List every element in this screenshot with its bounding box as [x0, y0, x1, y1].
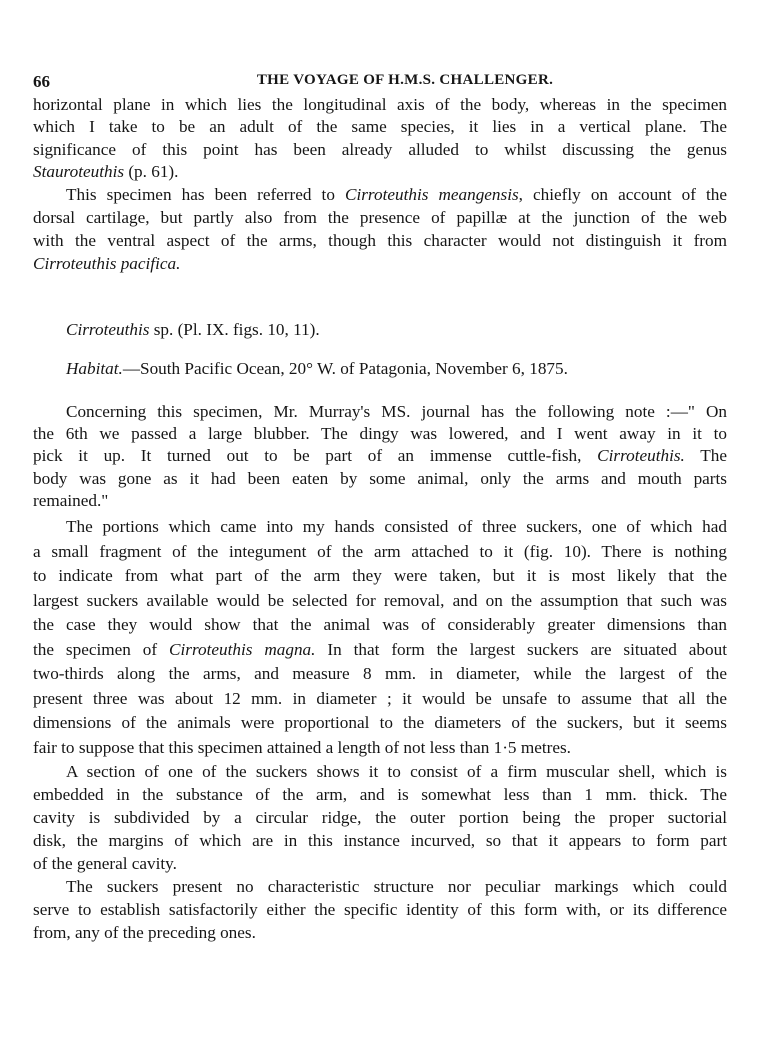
- text-line: [33, 783, 727, 806]
- text-run: pick it up. It turned out to be part of an immense cuttle-fish,: [33, 446, 598, 466]
- paragraph-section: [33, 760, 727, 875]
- text-line: [33, 139, 727, 161]
- text-run: Concerning this specimen, Mr. Murray's MS. journal has the following note :—" On: [66, 402, 727, 421]
- text-run: the specimen of: [33, 639, 170, 659]
- paragraph-meangensis: [33, 183, 727, 275]
- text-line: [33, 318, 727, 341]
- running-title: THE VOYAGE OF H.M.S. CHALLENGER.: [256, 72, 554, 88]
- text-line: [33, 852, 727, 875]
- species-heading: [33, 318, 727, 341]
- italic-text: Cirroteuthis pacifica.: [33, 254, 181, 273]
- italic-text: Habitat.: [66, 359, 123, 378]
- text-line: [33, 760, 727, 783]
- text-line: [33, 687, 727, 712]
- text-run: present three was about 12 mm. in diameter ; it would be unsafe to assume that all the: [33, 688, 727, 708]
- text-line: [33, 829, 727, 852]
- text-line: [33, 94, 727, 116]
- text-line: [33, 515, 727, 540]
- paragraph-portions: [33, 515, 727, 760]
- text-run: (p. 61).: [124, 161, 179, 181]
- text-line: [33, 183, 727, 206]
- text-line: [33, 206, 727, 229]
- text-line: [33, 468, 727, 490]
- text-run: cavity is subdivided by a circular ridge, the outer portion being the proper suctorial: [33, 808, 727, 827]
- text-run: The portions which came into my hands consisted of three suckers, one of which had: [66, 517, 727, 536]
- text-run: horizontal plane in which lies the longitudinal axis of the body, whereas in the specimen: [33, 95, 727, 114]
- text-run: which I take to be an adult of the same species, it lies in a vertical plane. The: [33, 117, 727, 137]
- paragraph-murray-note: [33, 401, 727, 512]
- text-run: to indicate from what part of the arm they were taken, but it is most likely that the: [33, 566, 727, 585]
- text-run: embedded in the substance of the arm, and is somewhat less than 1 mm. thick. The: [33, 785, 727, 804]
- habitat: [33, 357, 727, 380]
- text-run: significance of this point has been already alluded to whilst discussing the genus: [33, 139, 727, 159]
- text-line: [33, 445, 727, 467]
- italic-text: Cirroteuthis.: [597, 446, 685, 466]
- page-number: 66: [33, 72, 50, 91]
- text-run: fair to suppose that this specimen attained a length of not less than 1·5 metres.: [33, 737, 571, 757]
- text-line: [33, 357, 727, 380]
- text-line: [33, 662, 727, 687]
- text-run: dorsal cartilage, but partly also from the presence of papillæ at the junction of the web: [33, 208, 727, 227]
- text-line: [33, 876, 727, 899]
- text-line: [33, 922, 727, 945]
- italic-text: Cirroteuthis magna.: [169, 639, 316, 659]
- text-line: [33, 711, 727, 736]
- text-run: This specimen has been referred to: [66, 185, 345, 204]
- text-run: , chiefly on account of the: [518, 185, 727, 204]
- text-run: the 6th we passed a large blubber. The dingy was lowered, and I went away in it to: [33, 424, 727, 444]
- text-run: body was gone as it had been eaten by some animal, only the arms and mouth parts: [33, 468, 727, 488]
- text-line: [33, 564, 727, 589]
- text-line: [33, 899, 727, 922]
- text-line: [33, 589, 727, 614]
- paragraph-suckers: [33, 876, 727, 944]
- text-line: [33, 116, 727, 138]
- text-run: of the general cavity.: [33, 854, 177, 873]
- text-line: [33, 161, 727, 183]
- text-run: remained.": [33, 490, 109, 510]
- text-run: the case they would show that the animal was of considerably greater dimensions than: [33, 615, 727, 634]
- text-run: —South Pacific Ocean, 20° W. of Patagonia, November 6, 1875.: [122, 359, 568, 378]
- text-line: [33, 401, 727, 423]
- text-run: dimensions of the animals were proportional to the diameters of the suckers, but it seems: [33, 713, 727, 732]
- text-line: [33, 423, 727, 445]
- italic-text: Cirroteuthis: [66, 320, 150, 339]
- text-run: In that form the largest suckers are situated about: [315, 639, 727, 659]
- text-line: [33, 806, 727, 829]
- text-line: [33, 229, 727, 252]
- italic-text: Stauroteuthis: [33, 161, 125, 181]
- text-run: serve to establish satisfactorily either the specific identity of this form with, or its difference: [33, 899, 727, 919]
- text-run: The: [684, 446, 727, 466]
- text-run: with the ventral aspect of the arms, though this character would not distinguish it from: [33, 231, 727, 250]
- text-line: [33, 638, 727, 663]
- text-line: [33, 736, 727, 761]
- text-run: a small fragment of the integument of the arm attached to it (fig. 10). There is nothing: [33, 541, 727, 561]
- italic-text: Cirroteuthis meangensis: [345, 185, 519, 204]
- text-run: largest suckers available would be selected for removal, and on the assumption that such was: [33, 590, 727, 610]
- text-line: [33, 490, 727, 512]
- text-run: A section of one of the suckers shows it to consist of a firm muscular shell, which is: [66, 762, 727, 781]
- paragraph-continued: [33, 94, 727, 183]
- text-run: sp. (Pl. IX. figs. 10, 11).: [149, 320, 320, 339]
- text-run: The suckers present no characteristic structure nor peculiar markings which could: [66, 877, 727, 896]
- text-line: [33, 252, 727, 275]
- text-line: [33, 613, 727, 638]
- text-run: disk, the margins of which are in this instance incurved, so that it appears to form part: [33, 831, 727, 850]
- text-line: [33, 540, 727, 565]
- text-run: from, any of the preceding ones.: [33, 922, 256, 942]
- text-run: two-thirds along the arms, and measure 8 mm. in diameter, while the largest of the: [33, 664, 727, 683]
